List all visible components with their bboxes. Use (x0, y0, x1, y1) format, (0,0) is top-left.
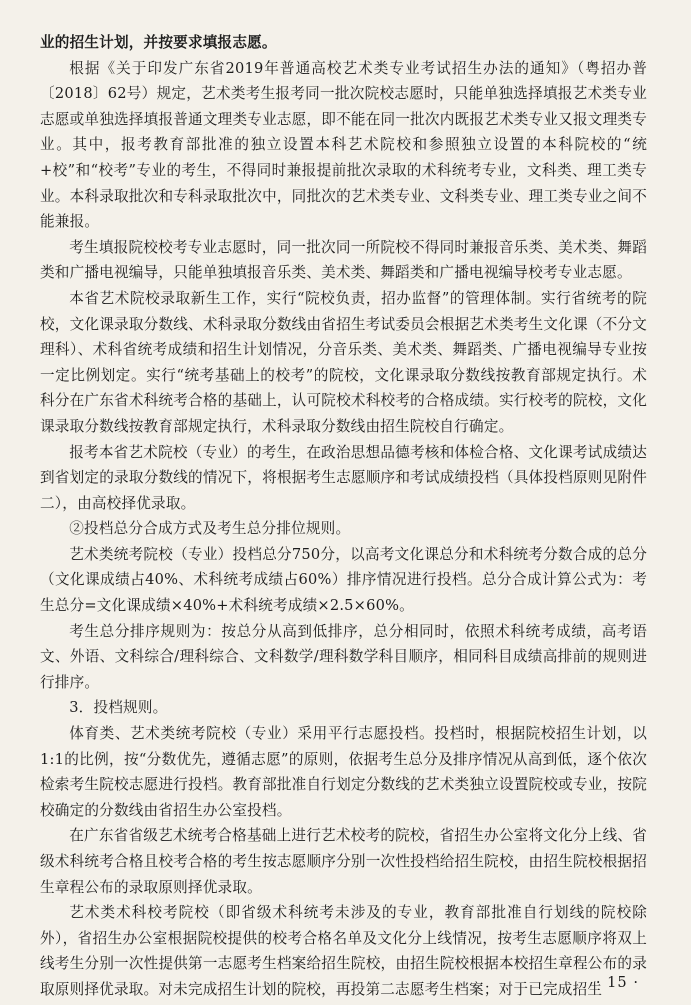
paragraph-registration-rules: 根据《关于印发广东省2019年普通高校艺术类专业考试招生办法的通知》（粤招办普〔2018〕62号）规定，艺术类考生报考同一批次院校志愿时，只能单独选择填报艺术类专业志愿或单独选择填报普通文理类专业志愿，即不能在同一批次内既报艺术类专业又报文理类专业。其中，报考教育部批准的独立设置本科艺术院校和参照独立设置的本科院校的“统+校”和“校考”专业的考生，不得同时兼报提前批次录取的术科统考专业，文科类、理工类专业。本科录取批次和专科录取批次中，同批次的艺术类专业、文科类专业、理工类专业之间不能兼报。 (40, 59, 647, 231)
paragraph-total-score: 艺术类统考院校（专业）投档总分750分，以高考文化课总分和术科统考分数合成的总分（文化课成绩占40%、术科统考成绩占60%）排序情况进行投档。总分合成计算公式为：考生总分=文化课成绩×40%+术科统考成绩×2.5×60%。 (40, 545, 647, 615)
paragraph-provincial-schools: 报考本省艺术院校（专业）的考生，在政治思想品德考核和体检合格、文化课考试成绩达到省划定的录取分数线的情况下，将根据考生志愿顺序和考试成绩投档（具体投档原则见附件二），由高校择优录取。 (40, 443, 647, 512)
section-heading-filing-rules: 3．投档规则。 (69, 699, 168, 717)
paragraph-school-exam-filing: 在广东省省级艺术统考合格基础上进行艺术校考的院校，省招生办公室将文化分上线、省级术科统考合格且校考合格的考生按志愿顺序分别一次性投档给招生院校，由招生院校根据招生章程公布的录取原则择优录取。 (40, 827, 647, 896)
paragraph-school-exam-choices: 考生填报院校校考专业志愿时，同一批次同一所院校不得同时兼报音乐类、美术类、舞蹈类和广播电视编导，只能单独填报音乐类、美术类、舞蹈类和广播电视编导校考专业志愿。 (40, 238, 647, 282)
paragraph-continuation: 业的招生计划，并按要求填报志愿。 (40, 34, 277, 51)
section-heading-score-rules: ②投档总分合成方式及考生总分排位规则。 (69, 520, 351, 538)
paragraph-admission-system: 本省艺术院校录取新生工作，实行“院校负责，招办监督”的管理体制。实行省统考的院校，文化课录取分数线、术科录取分数线由省招生考试委员会根据艺术类考生文化课（不分文理科）、术科省统考成绩和招生计划情况，分音乐类、美术类、舞蹈类、广播电视编导专业按一定比例划定。实行“统考基础上的校考”的院校，文化课录取分数线按教育部规定执行。术科分在广东省术科统考合格的基础上，认可院校术科校考的合格成绩。实行校考的院校，文化课录取分数线按教育部规定执行，术科录取分数线由招生院校自行确定。 (40, 289, 647, 435)
paragraph-parallel-filing: 体育类、艺术类统考院校（专业）采用平行志愿投档。投档时，根据院校招生计划，以1:1的比例，按“分数优先，遵循志愿”的原则，依据考生总分及排序情况从高到低，逐个依次检索考生院校志愿进行投档。教育部批准自行划定分数线的艺术类独立设置院校或专业，按院校确定的分数线由省招生办公室投档。 (40, 725, 647, 819)
paragraph-art-school-exam: 艺术类术科校考院校（即省级术科统考未涉及的专业，教育部批准自行划线的院校除外），省招生办公室根据院校提供的校考合格名单及文化分上线情况，按考生志愿顺序将双上线考生分别一次性提供第一志愿考生档案给招生院校，由招生院校根据本校招生章程公布的录取原则择优录取。对未完成招生计划的院校，再投第二志愿考生档案；对于已完成招生 (40, 904, 647, 998)
paragraph-ranking-rules: 考生总分排序规则为：按总分从高到低排序，总分相同时，依照术科统考成绩，高考语文、外语、文科综合/理科综合、文科数学/理科数学科目顺序，相同科目成绩高排前的规则进行排序。 (40, 622, 647, 691)
page-number: · 15 · (595, 974, 639, 991)
